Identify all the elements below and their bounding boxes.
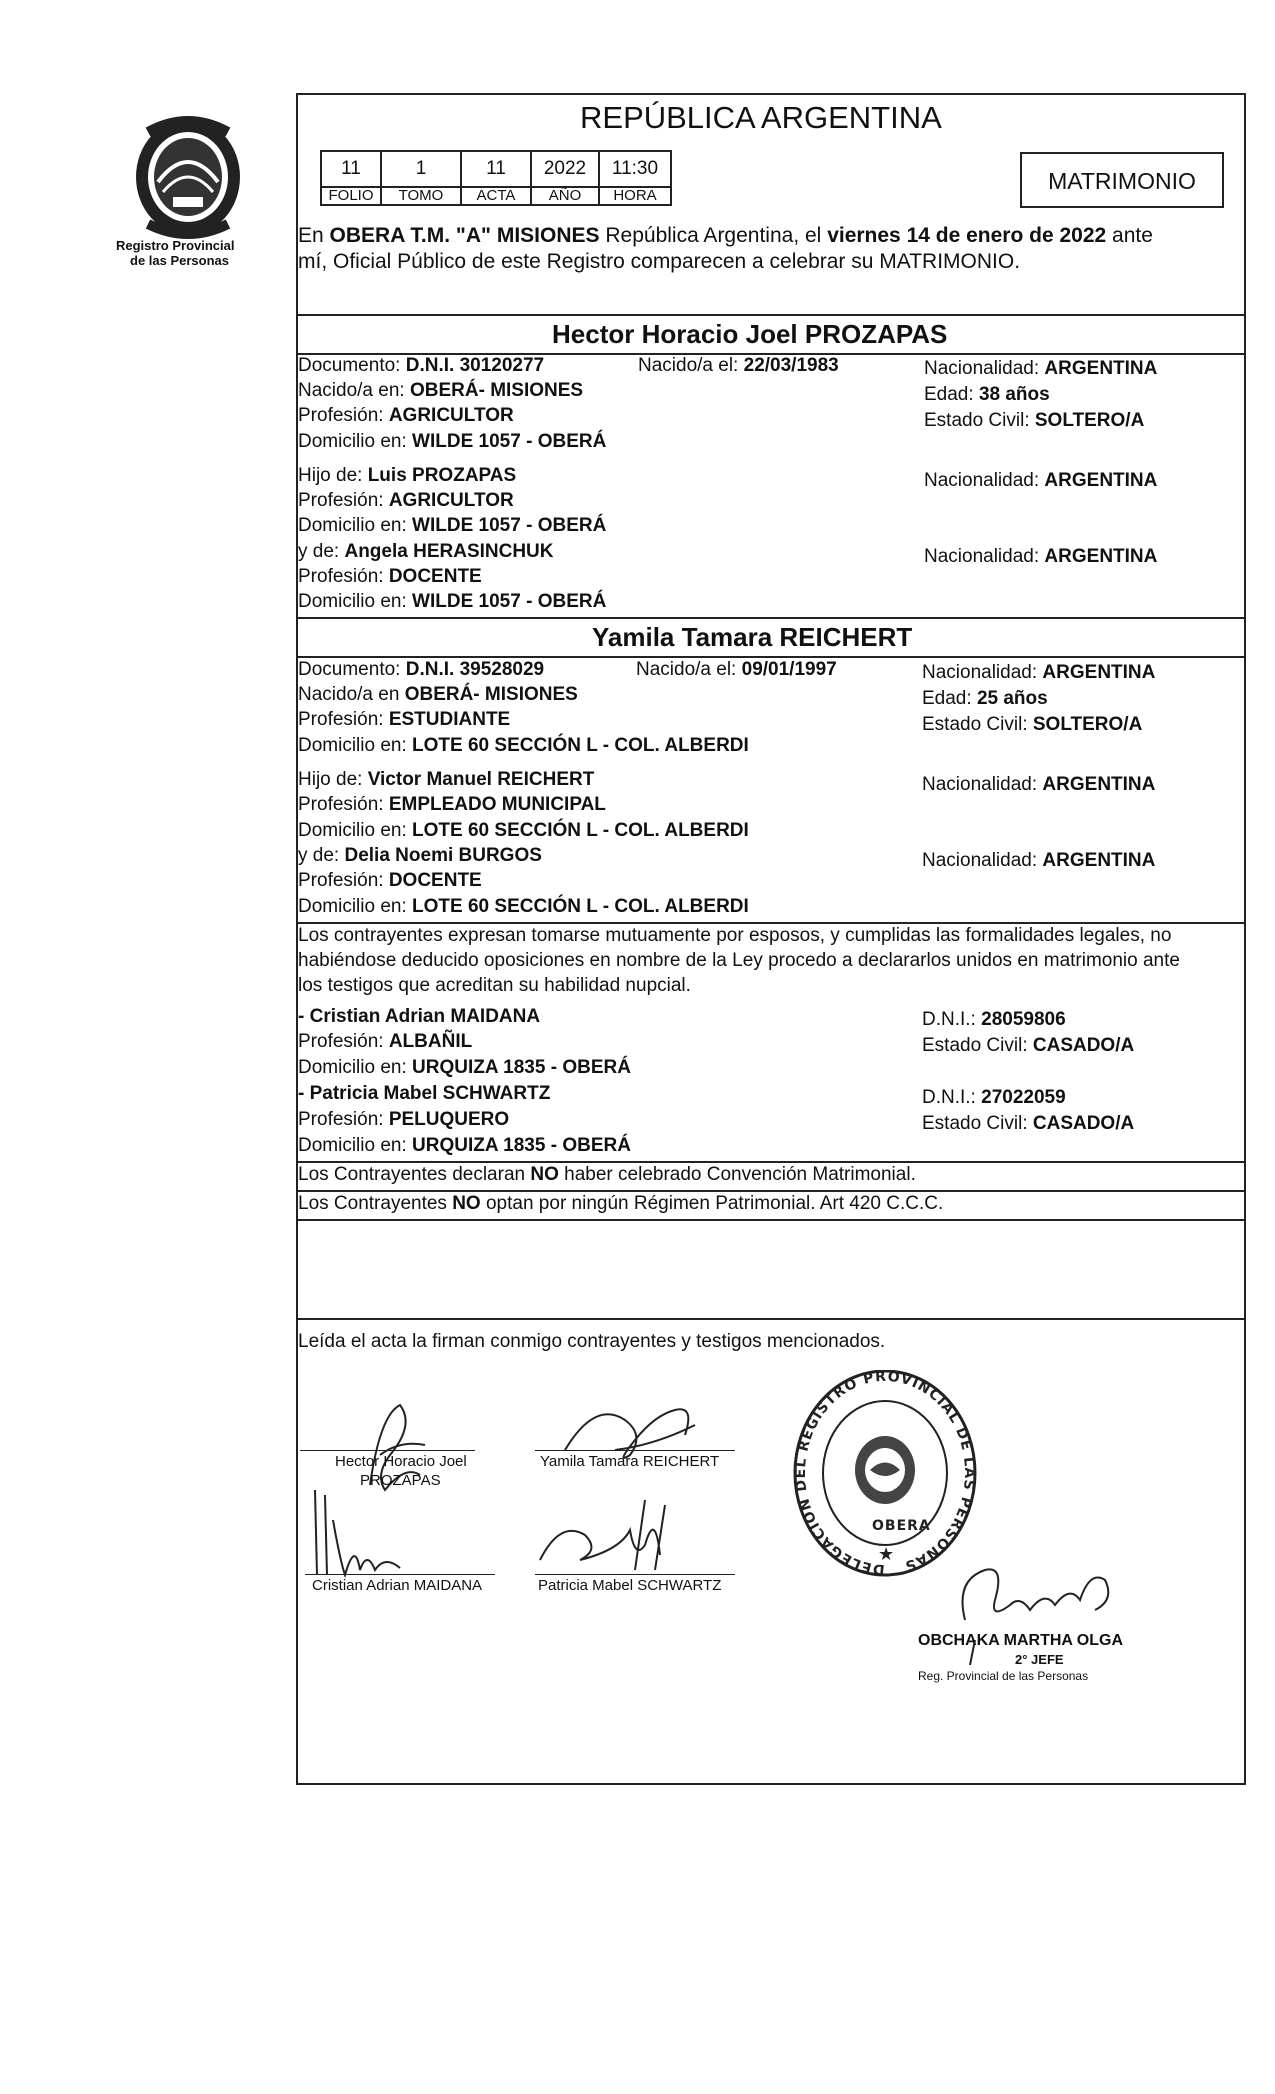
spouse1-father-nationality: Nacionalidad: ARGENTINA xyxy=(924,470,1158,491)
spouse1-address: Domicilio en: WILDE 1057 - OBERÁ xyxy=(298,431,607,452)
signature-2-line xyxy=(535,1450,735,1451)
signature-1-line xyxy=(300,1450,475,1451)
divider xyxy=(296,656,1246,658)
intro-line-1: En OBERA T.M. "A" MISIONES República Argentina, el viernes 14 de enero de 2022 ante xyxy=(298,224,1153,247)
declaration-line-3: los testigos que acreditan su habilidad nupcial. xyxy=(298,975,691,996)
official-title: 2° JEFE xyxy=(1015,1652,1064,1667)
spouse1-father-address: Domicilio en: WILDE 1057 - OBERÁ xyxy=(298,515,607,536)
witness2-civil-status: Estado Civil: CASADO/A xyxy=(922,1113,1135,1134)
spouse2-father: Hijo de: Victor Manuel REICHERT xyxy=(298,769,595,790)
tomo-value: 1 xyxy=(380,150,462,188)
official-name: OBCHAKA MARTHA OLGA xyxy=(918,1632,1124,1649)
spouse1-birthplace: Nacido/a en: OBERÁ- MISIONES xyxy=(298,380,584,401)
signature-4-scribble xyxy=(530,1490,680,1585)
registry-name-line1: Registro Provincial xyxy=(116,238,235,253)
spouse2-mother: y de: Delia Noemi BURGOS xyxy=(298,845,542,866)
folio-value: 11 xyxy=(320,150,382,188)
spouse1-birthdate: Nacido/a el: 22/03/1983 xyxy=(638,355,839,376)
witness2-profession: Profesión: PELUQUERO xyxy=(298,1109,510,1130)
svg-text:OBERA: OBERA xyxy=(872,1518,931,1534)
declaration-line-2: habiéndose deducido oposiciones en nombre de la Ley procedo a declararlos unidos en matrimonio ante xyxy=(298,950,1180,971)
regime-line-2: Los Contrayentes NO optan por ningún Régimen Patrimonial. Art 420 C.C.C. xyxy=(298,1193,944,1214)
svg-text:★: ★ xyxy=(878,1544,895,1564)
regime-line-1: Los Contrayentes declaran NO haber celebrado Convención Matrimonial. xyxy=(298,1164,916,1185)
spouse2-mother-profession: Profesión: DOCENTE xyxy=(298,870,482,891)
spouse2-age: Edad: 25 años xyxy=(922,688,1048,709)
witness2-dni: D.N.I.: 27022059 xyxy=(922,1087,1066,1108)
closing-text: Leída el acta la firman conmigo contrayentes y testigos mencionados. xyxy=(298,1331,886,1352)
spouse2-profession: Profesión: ESTUDIANTE xyxy=(298,709,511,730)
spouse2-nationality: Nacionalidad: ARGENTINA xyxy=(922,662,1156,683)
signature-1-name-line2: PROZAPAS xyxy=(360,1472,441,1489)
witness1-civil-status: Estado Civil: CASADO/A xyxy=(922,1035,1135,1056)
spouse2-name: Yamila Tamara REICHERT xyxy=(592,622,913,652)
spouse2-mother-address: Domicilio en: LOTE 60 SECCIÓN L - COL. ALBERDI xyxy=(298,896,749,917)
spouse1-mother-address: Domicilio en: WILDE 1057 - OBERÁ xyxy=(298,591,607,612)
signature-1-name-line1: Hector Horacio Joel xyxy=(335,1453,467,1470)
spouse1-father: Hijo de: Luis PROZAPAS xyxy=(298,465,517,486)
tomo-label: TOMO xyxy=(380,186,462,206)
spouse2-mother-nationality: Nacionalidad: ARGENTINA xyxy=(922,850,1156,871)
country-title: REPÚBLICA ARGENTINA xyxy=(580,100,942,135)
spouse1-name: Hector Horacio Joel PROZAPAS xyxy=(552,319,948,349)
spouse1-mother: y de: Angela HERASINCHUK xyxy=(298,541,554,562)
registry-name-line2: de las Personas xyxy=(130,253,229,268)
spouse1-nationality: Nacionalidad: ARGENTINA xyxy=(924,358,1158,379)
spouse1-mother-profession: Profesión: DOCENTE xyxy=(298,566,482,587)
divider xyxy=(296,1219,1246,1221)
official-office: Reg. Provincial de las Personas xyxy=(918,1669,1089,1683)
folio-label: FOLIO xyxy=(320,186,382,206)
divider xyxy=(296,617,1246,619)
spouse1-mother-nationality: Nacionalidad: ARGENTINA xyxy=(924,546,1158,567)
hora-value: 11:30 xyxy=(598,150,672,188)
spouse1-civil-status: Estado Civil: SOLTERO/A xyxy=(924,410,1145,431)
doc-type-box xyxy=(1020,152,1224,208)
signature-4-line xyxy=(535,1574,735,1575)
ano-value: 2022 xyxy=(530,150,600,188)
witness2-name: - Patricia Mabel SCHWARTZ xyxy=(298,1083,551,1104)
divider xyxy=(296,1161,1246,1163)
signature-4-name: Patricia Mabel SCHWARTZ xyxy=(538,1577,722,1594)
divider xyxy=(296,922,1246,924)
provincial-seal-icon xyxy=(118,112,258,242)
acta-value: 11 xyxy=(460,150,532,188)
declaration-line-1: Los contrayentes expresan tomarse mutuamente por esposos, y cumplidas las formalidades legales, no xyxy=(298,925,1172,946)
divider xyxy=(296,314,1246,316)
spouse1-father-profession: Profesión: AGRICULTOR xyxy=(298,490,514,511)
spouse2-father-address: Domicilio en: LOTE 60 SECCIÓN L - COL. ALBERDI xyxy=(298,820,749,841)
witness2-address: Domicilio en: URQUIZA 1835 - OBERÁ xyxy=(298,1135,631,1156)
spouse2-birthplace: Nacido/a en OBERÁ- MISIONES xyxy=(298,684,578,705)
witness1-dni: D.N.I.: 28059806 xyxy=(922,1009,1066,1030)
spouse2-address: Domicilio en: LOTE 60 SECCIÓN L - COL. ALBERDI xyxy=(298,735,749,756)
hora-label: HORA xyxy=(598,186,672,206)
acta-label: ACTA xyxy=(460,186,532,206)
signature-3-line xyxy=(305,1574,495,1575)
doc-type-label: MATRIMONIO xyxy=(1048,168,1196,194)
signature-3-name: Cristian Adrian MAIDANA xyxy=(312,1577,483,1594)
witness1-name: - Cristian Adrian MAIDANA xyxy=(298,1006,541,1027)
spouse2-birthdate: Nacido/a el: 09/01/1997 xyxy=(636,659,837,680)
intro-line-2: mí, Oficial Público de este Registro comparecen a celebrar su MATRIMONIO. xyxy=(298,250,1021,273)
witness1-profession: Profesión: ALBAÑIL xyxy=(298,1031,473,1052)
witness1-address: Domicilio en: URQUIZA 1835 - OBERÁ xyxy=(298,1057,631,1078)
spouse1-profession: Profesión: AGRICULTOR xyxy=(298,405,514,426)
ano-label: AÑO xyxy=(530,186,600,206)
spouse2-father-profession: Profesión: EMPLEADO MUNICIPAL xyxy=(298,794,606,815)
registry-stamp-icon xyxy=(790,1370,980,1590)
divider xyxy=(296,1190,1246,1192)
signature-2-name: Yamila Tamara REICHERT xyxy=(540,1453,720,1470)
spouse2-documento: Documento: D.N.I. 39528029 xyxy=(298,659,545,680)
signature-3-scribble xyxy=(305,1480,415,1585)
spouse2-civil-status: Estado Civil: SOLTERO/A xyxy=(922,714,1143,735)
divider xyxy=(296,1318,1246,1320)
svg-text:DELEGACION DEL REGISTRO PROVIN: DELEGACION DEL REGISTRO PROVINCIAL DE LAS PERSONAS xyxy=(793,1370,978,1578)
registry-logo xyxy=(118,112,258,242)
spouse1-documento: Documento: D.N.I. 30120277 xyxy=(298,355,545,376)
spouse1-age: Edad: 38 años xyxy=(924,384,1050,405)
spouse2-father-nationality: Nacionalidad: ARGENTINA xyxy=(922,774,1156,795)
